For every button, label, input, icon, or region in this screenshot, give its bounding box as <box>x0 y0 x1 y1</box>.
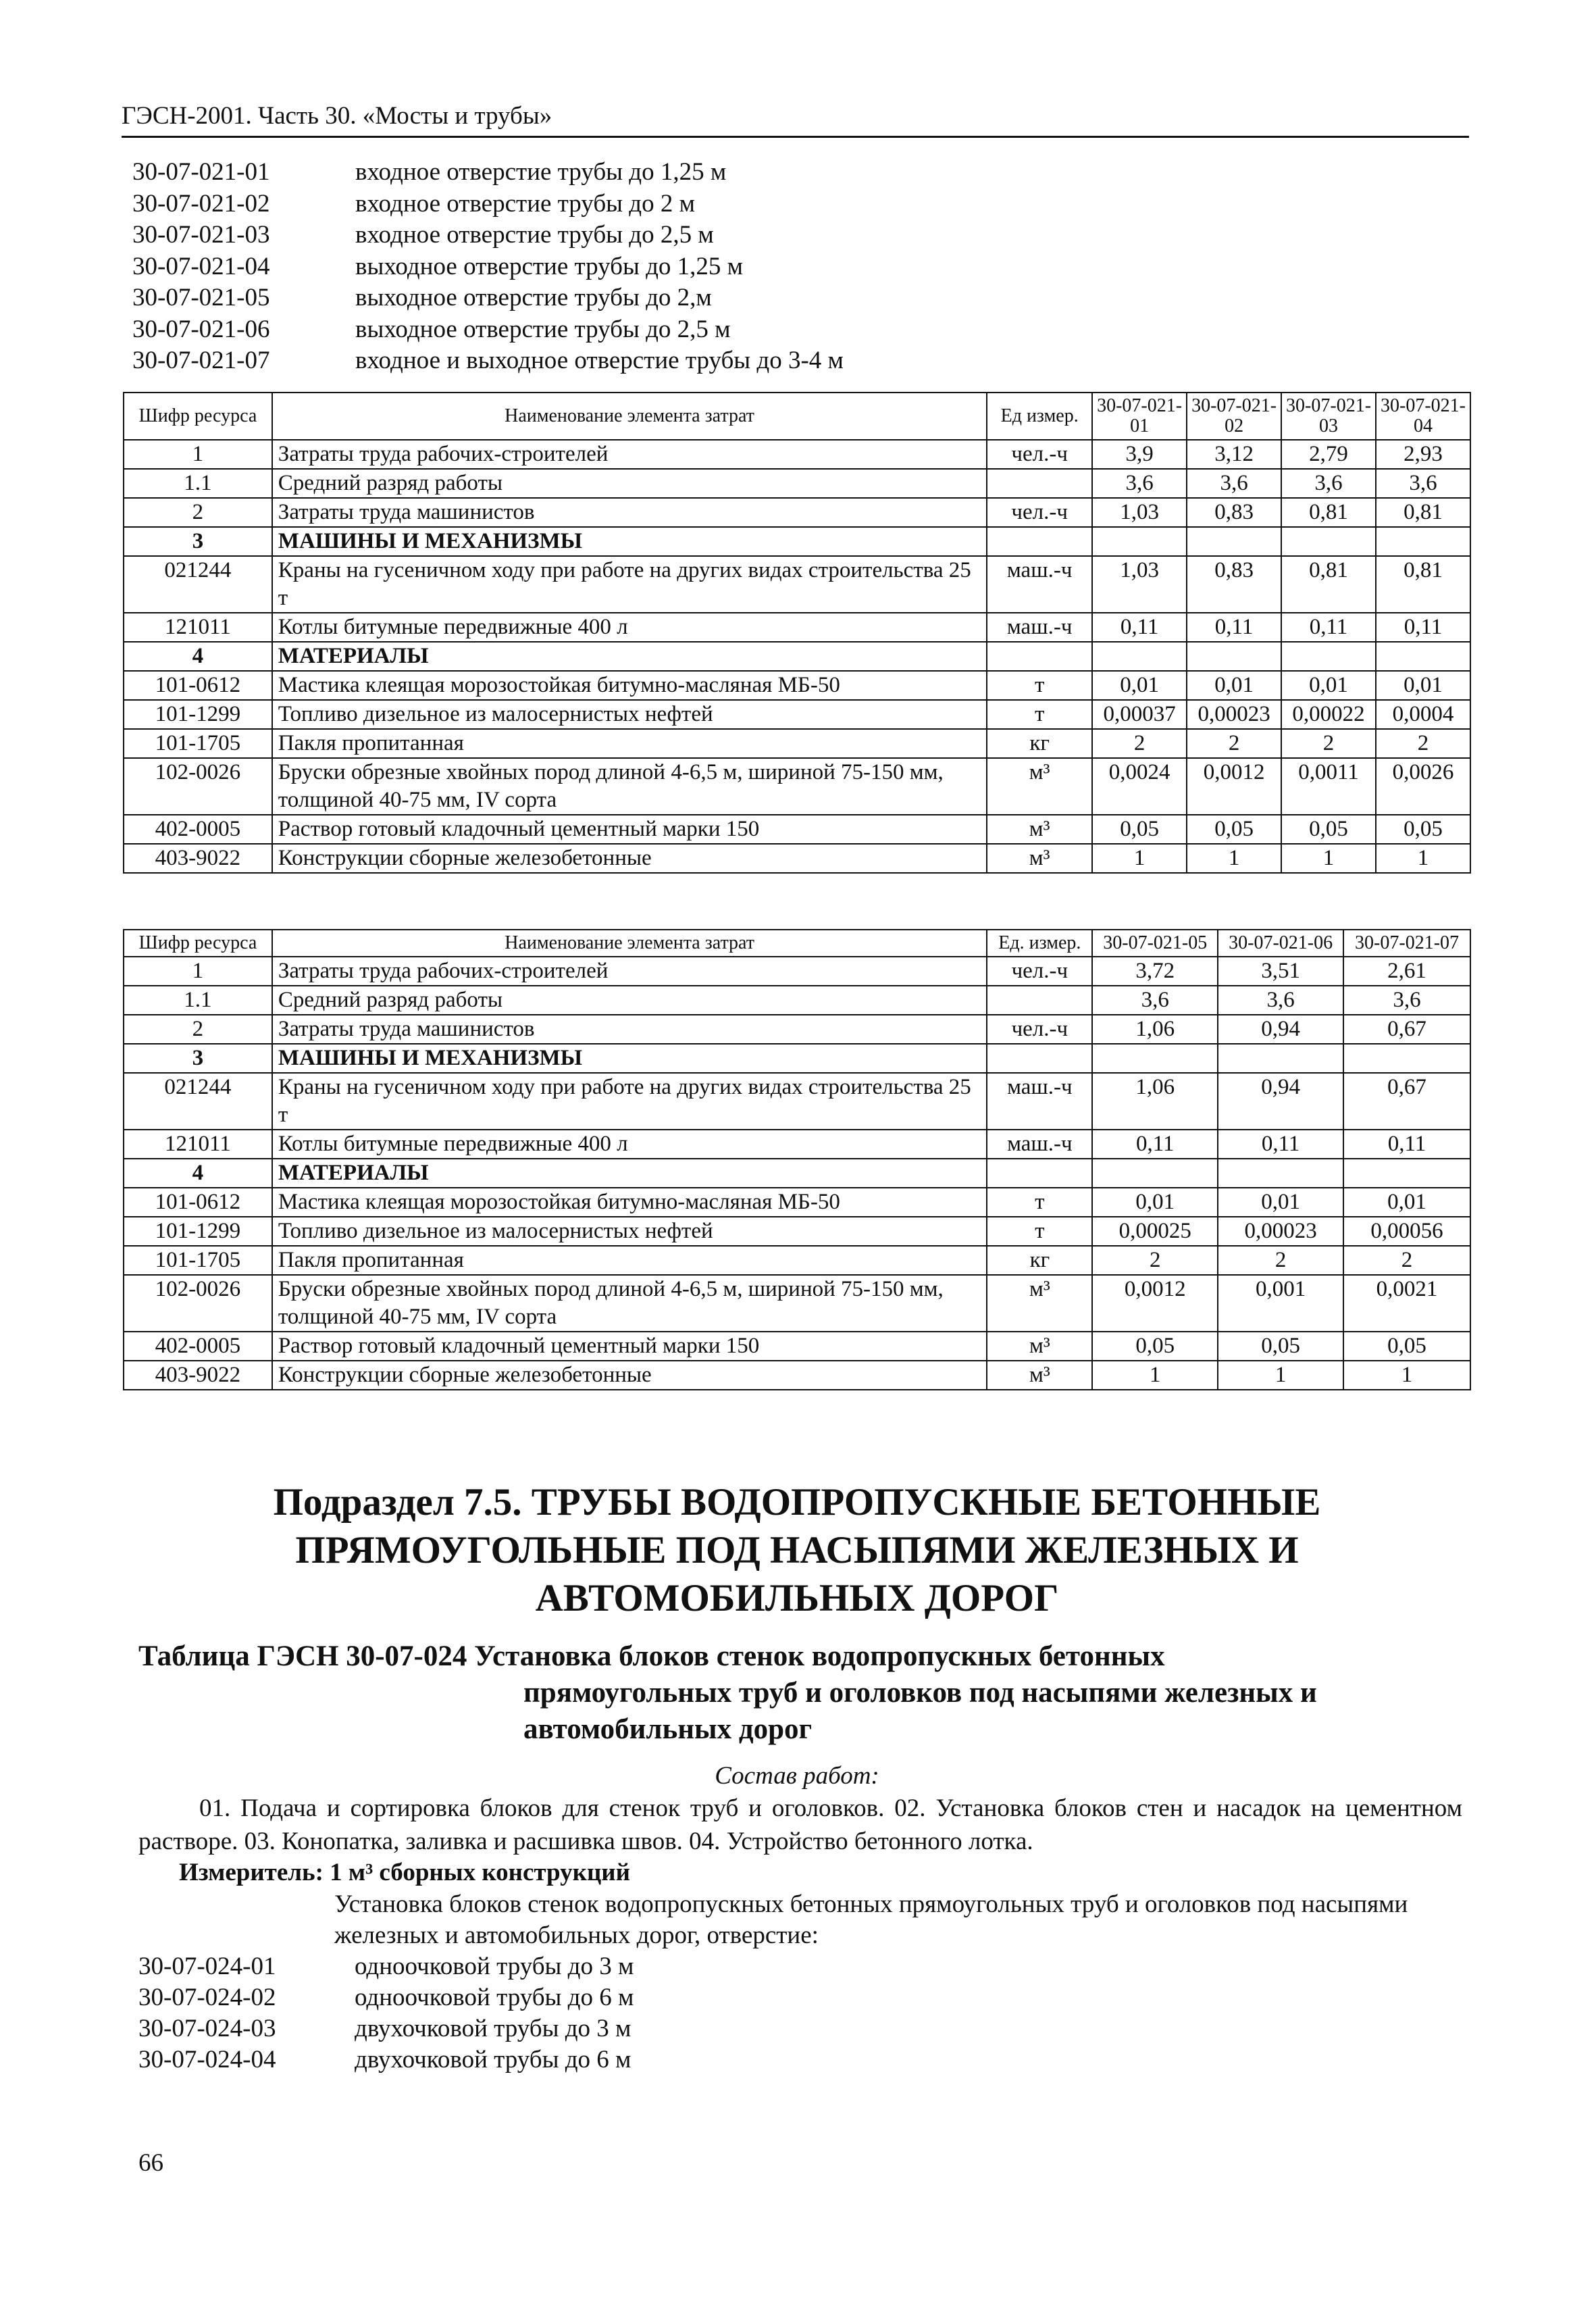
cell-value <box>1092 1044 1218 1073</box>
cell-unit: маш.-ч <box>987 613 1092 642</box>
cell-unit: т <box>987 671 1092 700</box>
table-row <box>124 758 1470 815</box>
subsection-line: Подраздел 7.5. ТРУБЫ ВОДОПРОПУСКНЫЕ БЕТОННЫЕ <box>273 1481 1321 1524</box>
cell-value: 0,01 <box>1218 1188 1343 1217</box>
table-row <box>124 642 1470 671</box>
cell-code: 402-0005 <box>124 1332 272 1361</box>
cell-value: 0,67 <box>1343 1015 1470 1044</box>
cell-value: 0,01 <box>1376 671 1470 700</box>
item-code: 30-07-021-07 <box>132 347 270 374</box>
cell-value: 3,6 <box>1187 469 1281 498</box>
table-row <box>124 1246 1470 1275</box>
cell-name: Пакля пропитанная <box>272 1246 987 1275</box>
cell-value: 0,05 <box>1343 1332 1470 1361</box>
item-code: 30-07-024-02 <box>138 1984 276 2011</box>
table-row <box>124 1159 1470 1188</box>
cell-unit: чел.-ч <box>987 440 1092 469</box>
cell-value <box>1343 1159 1470 1188</box>
subsection-title <box>122 1478 1472 1622</box>
cell-name: Конструкции сборные железобетонные <box>272 1361 987 1390</box>
cell-unit: м³ <box>987 758 1092 815</box>
cell-value: 0,94 <box>1218 1073 1343 1130</box>
list-item <box>138 2044 634 2076</box>
table-title <box>138 1638 1456 1748</box>
cell-unit: кг <box>987 1246 1092 1275</box>
item-code: 30-07-024-01 <box>138 1953 276 1980</box>
list-item <box>138 2013 634 2044</box>
header-col: 30-07-021-06 <box>1218 930 1343 957</box>
cell-code: 021244 <box>124 556 272 613</box>
code-list-bottom <box>138 1951 634 2076</box>
cell-unit: м³ <box>987 1275 1092 1332</box>
cell-code: 402-0005 <box>124 815 272 844</box>
cell-value: 2 <box>1187 729 1281 758</box>
cell-value: 0,05 <box>1187 815 1281 844</box>
table-row <box>124 1015 1470 1044</box>
table-title-line: автомобильных дорог <box>523 1713 813 1745</box>
table-row <box>124 957 1470 986</box>
cell-code: 4 <box>124 1159 272 1188</box>
cell-name: Раствор готовый кладочный цементный марки 150 <box>272 1332 987 1361</box>
table-title-line: прямоугольных труб и оголовков под насыпями железных и <box>523 1677 1317 1709</box>
cell-value: 1 <box>1092 844 1187 873</box>
table-row <box>124 729 1470 758</box>
cell-code: 121011 <box>124 613 272 642</box>
cell-unit: м³ <box>987 844 1092 873</box>
cell-value: 3,6 <box>1218 986 1343 1015</box>
table-row <box>124 986 1470 1015</box>
cell-unit: чел.-ч <box>987 957 1092 986</box>
cell-value: 0,81 <box>1376 498 1470 527</box>
page-number: 66 <box>138 2149 163 2177</box>
list-item <box>132 345 844 377</box>
list-item <box>138 1982 634 2013</box>
cell-unit: маш.-ч <box>987 1073 1092 1130</box>
list-item <box>138 1951 634 1982</box>
item-desc: выходное отверстие трубы до 2,5 м <box>355 315 731 343</box>
cell-value: 3,6 <box>1092 469 1187 498</box>
table-row <box>124 498 1470 527</box>
header-name: Наименование элемента затрат <box>272 930 987 957</box>
cell-name: Мастика клеящая морозостойкая битумно-масляная МБ-50 <box>272 671 987 700</box>
cell-name: МАТЕРИАЛЫ <box>272 642 987 671</box>
cell-value: 0,05 <box>1092 815 1187 844</box>
cell-value: 3,51 <box>1218 957 1343 986</box>
item-code: 30-07-021-04 <box>132 252 270 280</box>
cell-code: 2 <box>124 498 272 527</box>
cell-unit <box>987 1159 1092 1188</box>
cell-name: Затраты труда машинистов <box>272 498 987 527</box>
cell-value: 3,6 <box>1343 986 1470 1015</box>
cell-value: 0,00037 <box>1092 700 1187 729</box>
cell-value: 0,11 <box>1092 613 1187 642</box>
cell-name: МАШИНЫ И МЕХАНИЗМЫ <box>272 527 987 556</box>
cell-code: 3 <box>124 1044 272 1073</box>
item-desc: входное и выходное отверстие трубы до 3-4 м <box>355 347 844 374</box>
item-desc: одноочковой трубы до 6 м <box>355 1984 634 2011</box>
table-row <box>124 440 1470 469</box>
table-row <box>124 844 1470 873</box>
cell-code: 3 <box>124 527 272 556</box>
cell-value: 0,00023 <box>1218 1217 1343 1246</box>
table-row <box>124 815 1470 844</box>
cell-value: 3,12 <box>1187 440 1281 469</box>
cell-code: 102-0026 <box>124 1275 272 1332</box>
item-desc: входное отверстие трубы до 2,5 м <box>355 221 714 249</box>
cell-value: 0,81 <box>1281 498 1376 527</box>
list-item <box>132 220 844 251</box>
cell-unit: чел.-ч <box>987 498 1092 527</box>
cell-value: 1 <box>1092 1361 1218 1390</box>
cell-value <box>1092 527 1187 556</box>
cell-value: 0,83 <box>1187 556 1281 613</box>
table-row <box>124 1275 1470 1332</box>
cell-code: 101-1705 <box>124 1246 272 1275</box>
cell-value: 3,6 <box>1376 469 1470 498</box>
table-header-row <box>124 930 1470 957</box>
cell-value <box>1092 1159 1218 1188</box>
table-title-line: Таблица ГЭСН 30-07-024 Установка блоков стенок водопропускных бетонных <box>138 1640 1165 1672</box>
cell-code: 403-9022 <box>124 844 272 873</box>
cell-value <box>1343 1044 1470 1073</box>
header-unit: Ед. измер. <box>987 930 1092 957</box>
cell-value: 0,83 <box>1187 498 1281 527</box>
cell-value: 0,0012 <box>1187 758 1281 815</box>
cell-code: 101-1299 <box>124 1217 272 1246</box>
cell-value: 0,01 <box>1187 671 1281 700</box>
cell-value <box>1376 642 1470 671</box>
subsection-line: ПРЯМОУГОЛЬНЫЕ ПОД НАСЫПЯМИ ЖЕЛЕЗНЫХ И <box>295 1529 1299 1571</box>
cell-code: 1.1 <box>124 469 272 498</box>
cell-value: 0,0012 <box>1092 1275 1218 1332</box>
cell-value: 0,0024 <box>1092 758 1187 815</box>
item-desc: одноочковой трубы до 3 м <box>355 1953 634 1980</box>
cell-value: 0,05 <box>1218 1332 1343 1361</box>
cell-value: 0,001 <box>1218 1275 1343 1332</box>
table-row <box>124 1332 1470 1361</box>
cell-name: Средний разряд работы <box>272 986 987 1015</box>
cell-value: 1,03 <box>1092 498 1187 527</box>
cell-value: 0,81 <box>1281 556 1376 613</box>
table-row <box>124 1188 1470 1217</box>
cell-name: Краны на гусеничном ходу при работе на других видах строительства 25 т <box>272 556 987 613</box>
cell-value: 0,81 <box>1376 556 1470 613</box>
cell-code: 102-0026 <box>124 758 272 815</box>
cell-name: Бруски обрезные хвойных пород длиной 4-6,5 м, шириной 75-150 мм, толщиной 40-75 мм, IV сорта <box>272 758 987 815</box>
item-code: 30-07-024-04 <box>138 2046 276 2073</box>
cell-value: 0,00022 <box>1281 700 1376 729</box>
cell-value <box>1092 642 1187 671</box>
header-col: 30-07-021-04 <box>1376 393 1470 440</box>
cell-value <box>1281 642 1376 671</box>
cell-name: Раствор готовый кладочный цементный марки 150 <box>272 815 987 844</box>
cell-value: 2 <box>1343 1246 1470 1275</box>
list-item <box>132 282 844 314</box>
item-desc: двухочковой трубы до 3 м <box>355 2015 632 2042</box>
cell-name: Котлы битумные передвижные 400 л <box>272 613 987 642</box>
cell-value: 0,00023 <box>1187 700 1281 729</box>
cell-value: 2 <box>1092 729 1187 758</box>
table-row <box>124 613 1470 642</box>
page-header: ГЭСН-2001. Часть 30. «Мосты и трубы» <box>122 101 1469 138</box>
cell-code: 121011 <box>124 1130 272 1159</box>
cell-value: 1,03 <box>1092 556 1187 613</box>
list-item <box>132 188 844 220</box>
table-row <box>124 527 1470 556</box>
cell-code: 1.1 <box>124 986 272 1015</box>
cell-name: МАТЕРИАЛЫ <box>272 1159 987 1188</box>
cell-code: 101-1299 <box>124 700 272 729</box>
cell-unit <box>987 1044 1092 1073</box>
cell-value: 0,11 <box>1281 613 1376 642</box>
cell-value: 2 <box>1281 729 1376 758</box>
cell-value: 0,11 <box>1218 1130 1343 1159</box>
cell-value: 0,00056 <box>1343 1217 1470 1246</box>
table-row <box>124 1361 1470 1390</box>
header-unit: Ед измер. <box>987 393 1092 440</box>
cell-value: 3,6 <box>1092 986 1218 1015</box>
cell-value: 0,05 <box>1376 815 1470 844</box>
cell-unit: т <box>987 1188 1092 1217</box>
cell-value: 0,94 <box>1218 1015 1343 1044</box>
cell-value <box>1281 527 1376 556</box>
cell-unit: кг <box>987 729 1092 758</box>
cell-value: 0,01 <box>1092 1188 1218 1217</box>
cell-code: 101-0612 <box>124 671 272 700</box>
item-code: 30-07-024-03 <box>138 2015 276 2042</box>
cell-value: 2 <box>1218 1246 1343 1275</box>
cell-value <box>1376 527 1470 556</box>
work-composition-text: 01. Подача и сортировка блоков для стенок труб и оголовков. 02. Установка блоков стен и насадок на цементном растворе. 03. Конопатка, заливка и расшивка швов. 04. Устройство бетонного лотка. <box>138 1794 1462 1855</box>
cell-value: 2,79 <box>1281 440 1376 469</box>
cell-code: 101-1705 <box>124 729 272 758</box>
cell-value: 0,0011 <box>1281 758 1376 815</box>
item-desc: выходное отверстие трубы до 1,25 м <box>355 252 744 280</box>
cell-unit: маш.-ч <box>987 556 1092 613</box>
cell-value: 0,05 <box>1092 1332 1218 1361</box>
cell-value: 0,00025 <box>1092 1217 1218 1246</box>
cell-name: Краны на гусеничном ходу при работе на других видах строительства 25 т <box>272 1073 987 1130</box>
cell-unit: м³ <box>987 1361 1092 1390</box>
cell-value: 0,11 <box>1187 613 1281 642</box>
cell-unit <box>987 986 1092 1015</box>
table-row <box>124 1130 1470 1159</box>
cell-code: 4 <box>124 642 272 671</box>
cell-code: 1 <box>124 440 272 469</box>
header-col: 30-07-021-02 <box>1187 393 1281 440</box>
cell-unit <box>987 642 1092 671</box>
header-col: 30-07-021-01 <box>1092 393 1187 440</box>
cell-value: 0,11 <box>1343 1130 1470 1159</box>
cell-value: 0,01 <box>1281 671 1376 700</box>
cell-name: Средний разряд работы <box>272 469 987 498</box>
cell-code: 021244 <box>124 1073 272 1130</box>
cell-code: 2 <box>124 1015 272 1044</box>
table-row <box>124 700 1470 729</box>
cell-value: 1,06 <box>1092 1015 1218 1044</box>
cell-value <box>1218 1159 1343 1188</box>
cell-value: 3,72 <box>1092 957 1218 986</box>
cell-value: 0,0004 <box>1376 700 1470 729</box>
cell-name: Бруски обрезные хвойных пород длиной 4-6,5 м, шириной 75-150 мм, толщиной 40-75 мм, IV сорта <box>272 1275 987 1332</box>
cell-value <box>1187 527 1281 556</box>
item-desc: выходное отверстие трубы до 2,м <box>355 284 712 311</box>
item-code: 30-07-021-03 <box>132 221 270 249</box>
cell-name: Пакля пропитанная <box>272 729 987 758</box>
cell-value: 1,06 <box>1092 1073 1218 1130</box>
resource-table-2 <box>123 929 1471 1390</box>
cell-name: Затраты труда машинистов <box>272 1015 987 1044</box>
cell-unit: маш.-ч <box>987 1130 1092 1159</box>
cell-value: 2,61 <box>1343 957 1470 986</box>
measure-unit: Измеритель: 1 м³ сборных конструкций <box>179 1859 630 1886</box>
cell-value: 0,01 <box>1343 1188 1470 1217</box>
header-code: Шифр ресурса <box>124 393 272 440</box>
item-code: 30-07-021-01 <box>132 158 270 186</box>
code-list-top <box>132 157 844 377</box>
table-header-row <box>124 393 1470 440</box>
table-row <box>124 1044 1470 1073</box>
cell-name: Затраты труда рабочих-строителей <box>272 440 987 469</box>
cell-code: 403-9022 <box>124 1361 272 1390</box>
subsection-line: АВТОМОБИЛЬНЫХ ДОРОГ <box>535 1577 1059 1619</box>
cell-unit <box>987 469 1092 498</box>
cell-value: 3,6 <box>1281 469 1376 498</box>
cell-unit <box>987 527 1092 556</box>
header-name: Наименование элемента затрат <box>272 393 987 440</box>
cell-value: 1 <box>1187 844 1281 873</box>
header-col: 30-07-021-03 <box>1281 393 1376 440</box>
cell-value: 0,67 <box>1343 1073 1470 1130</box>
cell-value: 1 <box>1281 844 1376 873</box>
cell-name: Топливо дизельное из малосернистых нефтей <box>272 1217 987 1246</box>
item-desc: входное отверстие трубы до 1,25 м <box>355 158 727 186</box>
header-code: Шифр ресурса <box>124 930 272 957</box>
cell-value: 0,0026 <box>1376 758 1470 815</box>
cell-unit: чел.-ч <box>987 1015 1092 1044</box>
header-col: 30-07-021-07 <box>1343 930 1470 957</box>
cell-value: 0,01 <box>1092 671 1187 700</box>
table-row <box>124 1073 1470 1130</box>
cell-unit: т <box>987 700 1092 729</box>
install-description: Установка блоков стенок водопропускных бетонных прямоугольных труб и оголовков под насыпями железных и автомобильных дорог, отверстие: <box>334 1890 1408 1949</box>
header-col: 30-07-021-05 <box>1092 930 1218 957</box>
cell-name: Котлы битумные передвижные 400 л <box>272 1130 987 1159</box>
work-composition-label: Состав работ: <box>715 1762 879 1790</box>
table-row <box>124 1217 1470 1246</box>
item-desc: входное отверстие трубы до 2 м <box>355 189 695 218</box>
item-code: 30-07-021-02 <box>132 189 270 218</box>
item-code: 30-07-021-06 <box>132 315 270 343</box>
cell-value: 0,11 <box>1092 1130 1218 1159</box>
cell-value: 2,93 <box>1376 440 1470 469</box>
list-item <box>132 157 844 188</box>
cell-value: 2 <box>1092 1246 1218 1275</box>
cell-value: 1 <box>1376 844 1470 873</box>
item-code: 30-07-021-05 <box>132 284 270 311</box>
cell-unit: т <box>987 1217 1092 1246</box>
cell-value: 0,11 <box>1376 613 1470 642</box>
table-row <box>124 469 1470 498</box>
cell-value: 0,05 <box>1281 815 1376 844</box>
cell-code: 101-0612 <box>124 1188 272 1217</box>
cell-value: 2 <box>1376 729 1470 758</box>
list-item <box>132 251 844 283</box>
cell-value: 1 <box>1218 1361 1343 1390</box>
cell-unit: м³ <box>987 815 1092 844</box>
cell-code: 1 <box>124 957 272 986</box>
item-desc: двухочковой трубы до 6 м <box>355 2046 632 2073</box>
cell-unit: м³ <box>987 1332 1092 1361</box>
resource-table-1 <box>123 392 1471 874</box>
table-row <box>124 671 1470 700</box>
cell-value: 1 <box>1343 1361 1470 1390</box>
cell-value: 0,0021 <box>1343 1275 1470 1332</box>
cell-value <box>1187 642 1281 671</box>
cell-name: Топливо дизельное из малосернистых нефтей <box>272 700 987 729</box>
cell-name: МАШИНЫ И МЕХАНИЗМЫ <box>272 1044 987 1073</box>
cell-value: 3,9 <box>1092 440 1187 469</box>
cell-value <box>1218 1044 1343 1073</box>
cell-name: Мастика клеящая морозостойкая битумно-масляная МБ-50 <box>272 1188 987 1217</box>
table-row <box>124 556 1470 613</box>
list-item <box>132 314 844 346</box>
cell-name: Конструкции сборные железобетонные <box>272 844 987 873</box>
cell-name: Затраты труда рабочих-строителей <box>272 957 987 986</box>
